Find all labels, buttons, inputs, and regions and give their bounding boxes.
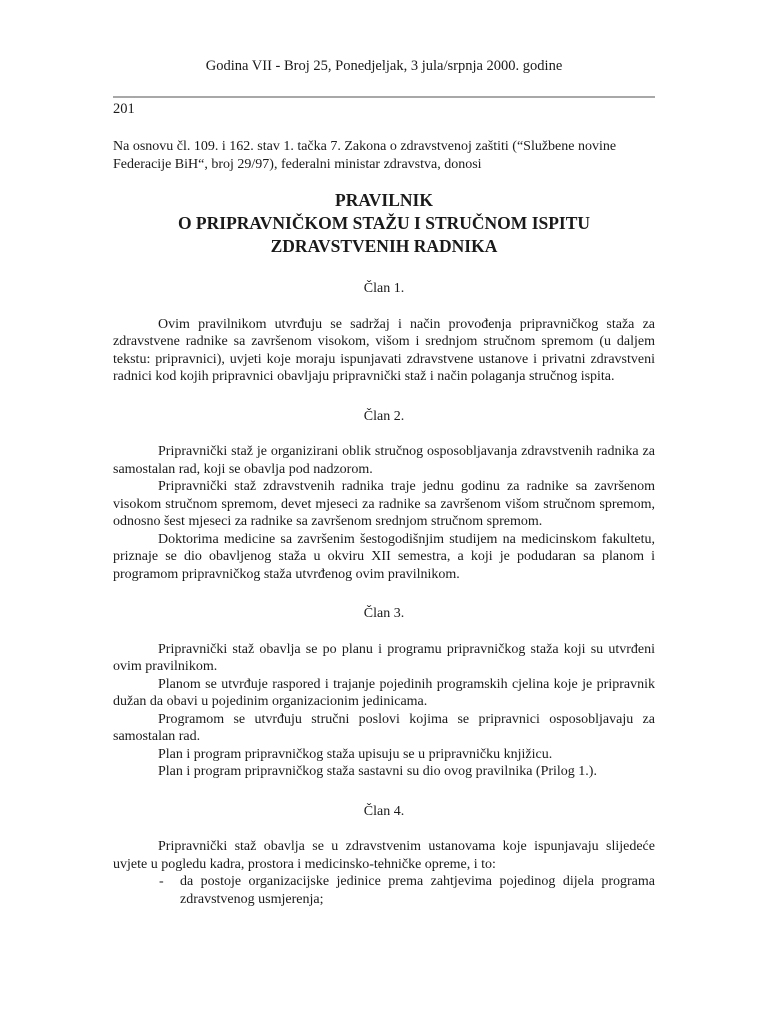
article-paragraph: Pripravnički staž zdravstvenih radnika traje jednu godinu za radnike sa završenom visokom stručnom spremom, devet mjeseci za radnike sa završenom višom stručnom spremom, odnosno šest mjeseci za radnike sa završenom srednjom stručnom spremom. [113, 479, 655, 529]
article-paragraph: Programom se utvrđuju stručni poslovi kojima se pripravnici osposobljavaju za samostalan rad. [113, 711, 655, 744]
condition-list [113, 873, 655, 908]
article-paragraph: Ovim pravilnikom utvrđuju se sadržaj i način provođenja pripravničkog staža za zdravstvene radnike sa završenom visokom, višom i srednjom stručnom spremom (u daljem tekstu: pripravnici), uvjeti koje moraju ispunjavati zdravstvene ustanove i privatni zdravstveni radnici kod kojih pripravnici obavljaju pripravnički staž i način polaganja stručnog ispita. [113, 316, 655, 384]
article-heading: Član 4. [363, 803, 405, 819]
article-heading: Član 3. [363, 606, 405, 621]
article-paragraph: Pripravnički staž obavlja se po planu i programu pripravničkog staža koji su utvrđeni ovim pravilnikom. [113, 641, 655, 674]
intro-paragraph: Na osnovu čl. 109. i 162. stav 1. tačka 7. Zakona o zdravstvenoj zaštiti (“Službene novine Federacije BiH“, broj 29/97), federalni ministar zdravstva, donosi [113, 139, 617, 172]
title-line-1: PRAVILNIK [335, 190, 433, 210]
title-line-2: O PRIPRAVNIČKOM STAŽU I STRUČNOM ISPITU [177, 213, 591, 233]
article-paragraph: Planom se utvrđuje raspored i trajanje pojedinih programskih cjelina koje je pripravnik dužan da obavi u pojedinim organizacionim jedinicama. [113, 676, 655, 709]
list-item-text: da postoje organizacijske jedinice prema zahtjevima pojedinog dijela programa zdravstvenog usmjerenja; [180, 874, 655, 907]
issue-header: Godina VII - Broj 25, Ponedjeljak, 3 jula/srpnja 2000. godine [205, 58, 563, 74]
list-item [113, 873, 655, 908]
document-number: 201 [113, 101, 135, 117]
article-heading: Član 1. [363, 281, 405, 296]
article-paragraph: Plan i program pripravničkog staža upisuju se u pripravničku knjižicu. [158, 746, 553, 762]
list-bullet: - [159, 874, 164, 889]
article-paragraph: Doktorima medicine sa završenim šestogodišnjim studijem na medicinskom fakultetu, priznaje se dio obavljenog staža u okviru XII semestra, a koji je podudaran sa planom i programom pripravničkog staža utvrđenog ovim pravilnikom. [113, 531, 655, 582]
document-body [113, 138, 655, 908]
article-paragraph: Plan i program pripravničkog staža sastavni su dio ovog pravilnika (Prilog 1.). [158, 764, 597, 779]
article-paragraph: Pripravnički staž je organizirani oblik stručnog osposobljavanja zdravstvenih radnika za samostalan rad, koji se obavlja pod nadzorom. [113, 444, 655, 477]
document-title [113, 189, 655, 258]
header-divider [113, 96, 655, 98]
article-paragraph: Pripravnički staž obavlja se u zdravstvenim ustanovama koje ispunjavaju slijedeće uvjete u pogledu kadra, prostora i medicinsko-tehničke opreme, i to: [113, 839, 655, 872]
title-line-3: ZDRAVSTVENIH RADNIKA [270, 236, 498, 256]
article-heading: Član 2. [363, 408, 405, 424]
